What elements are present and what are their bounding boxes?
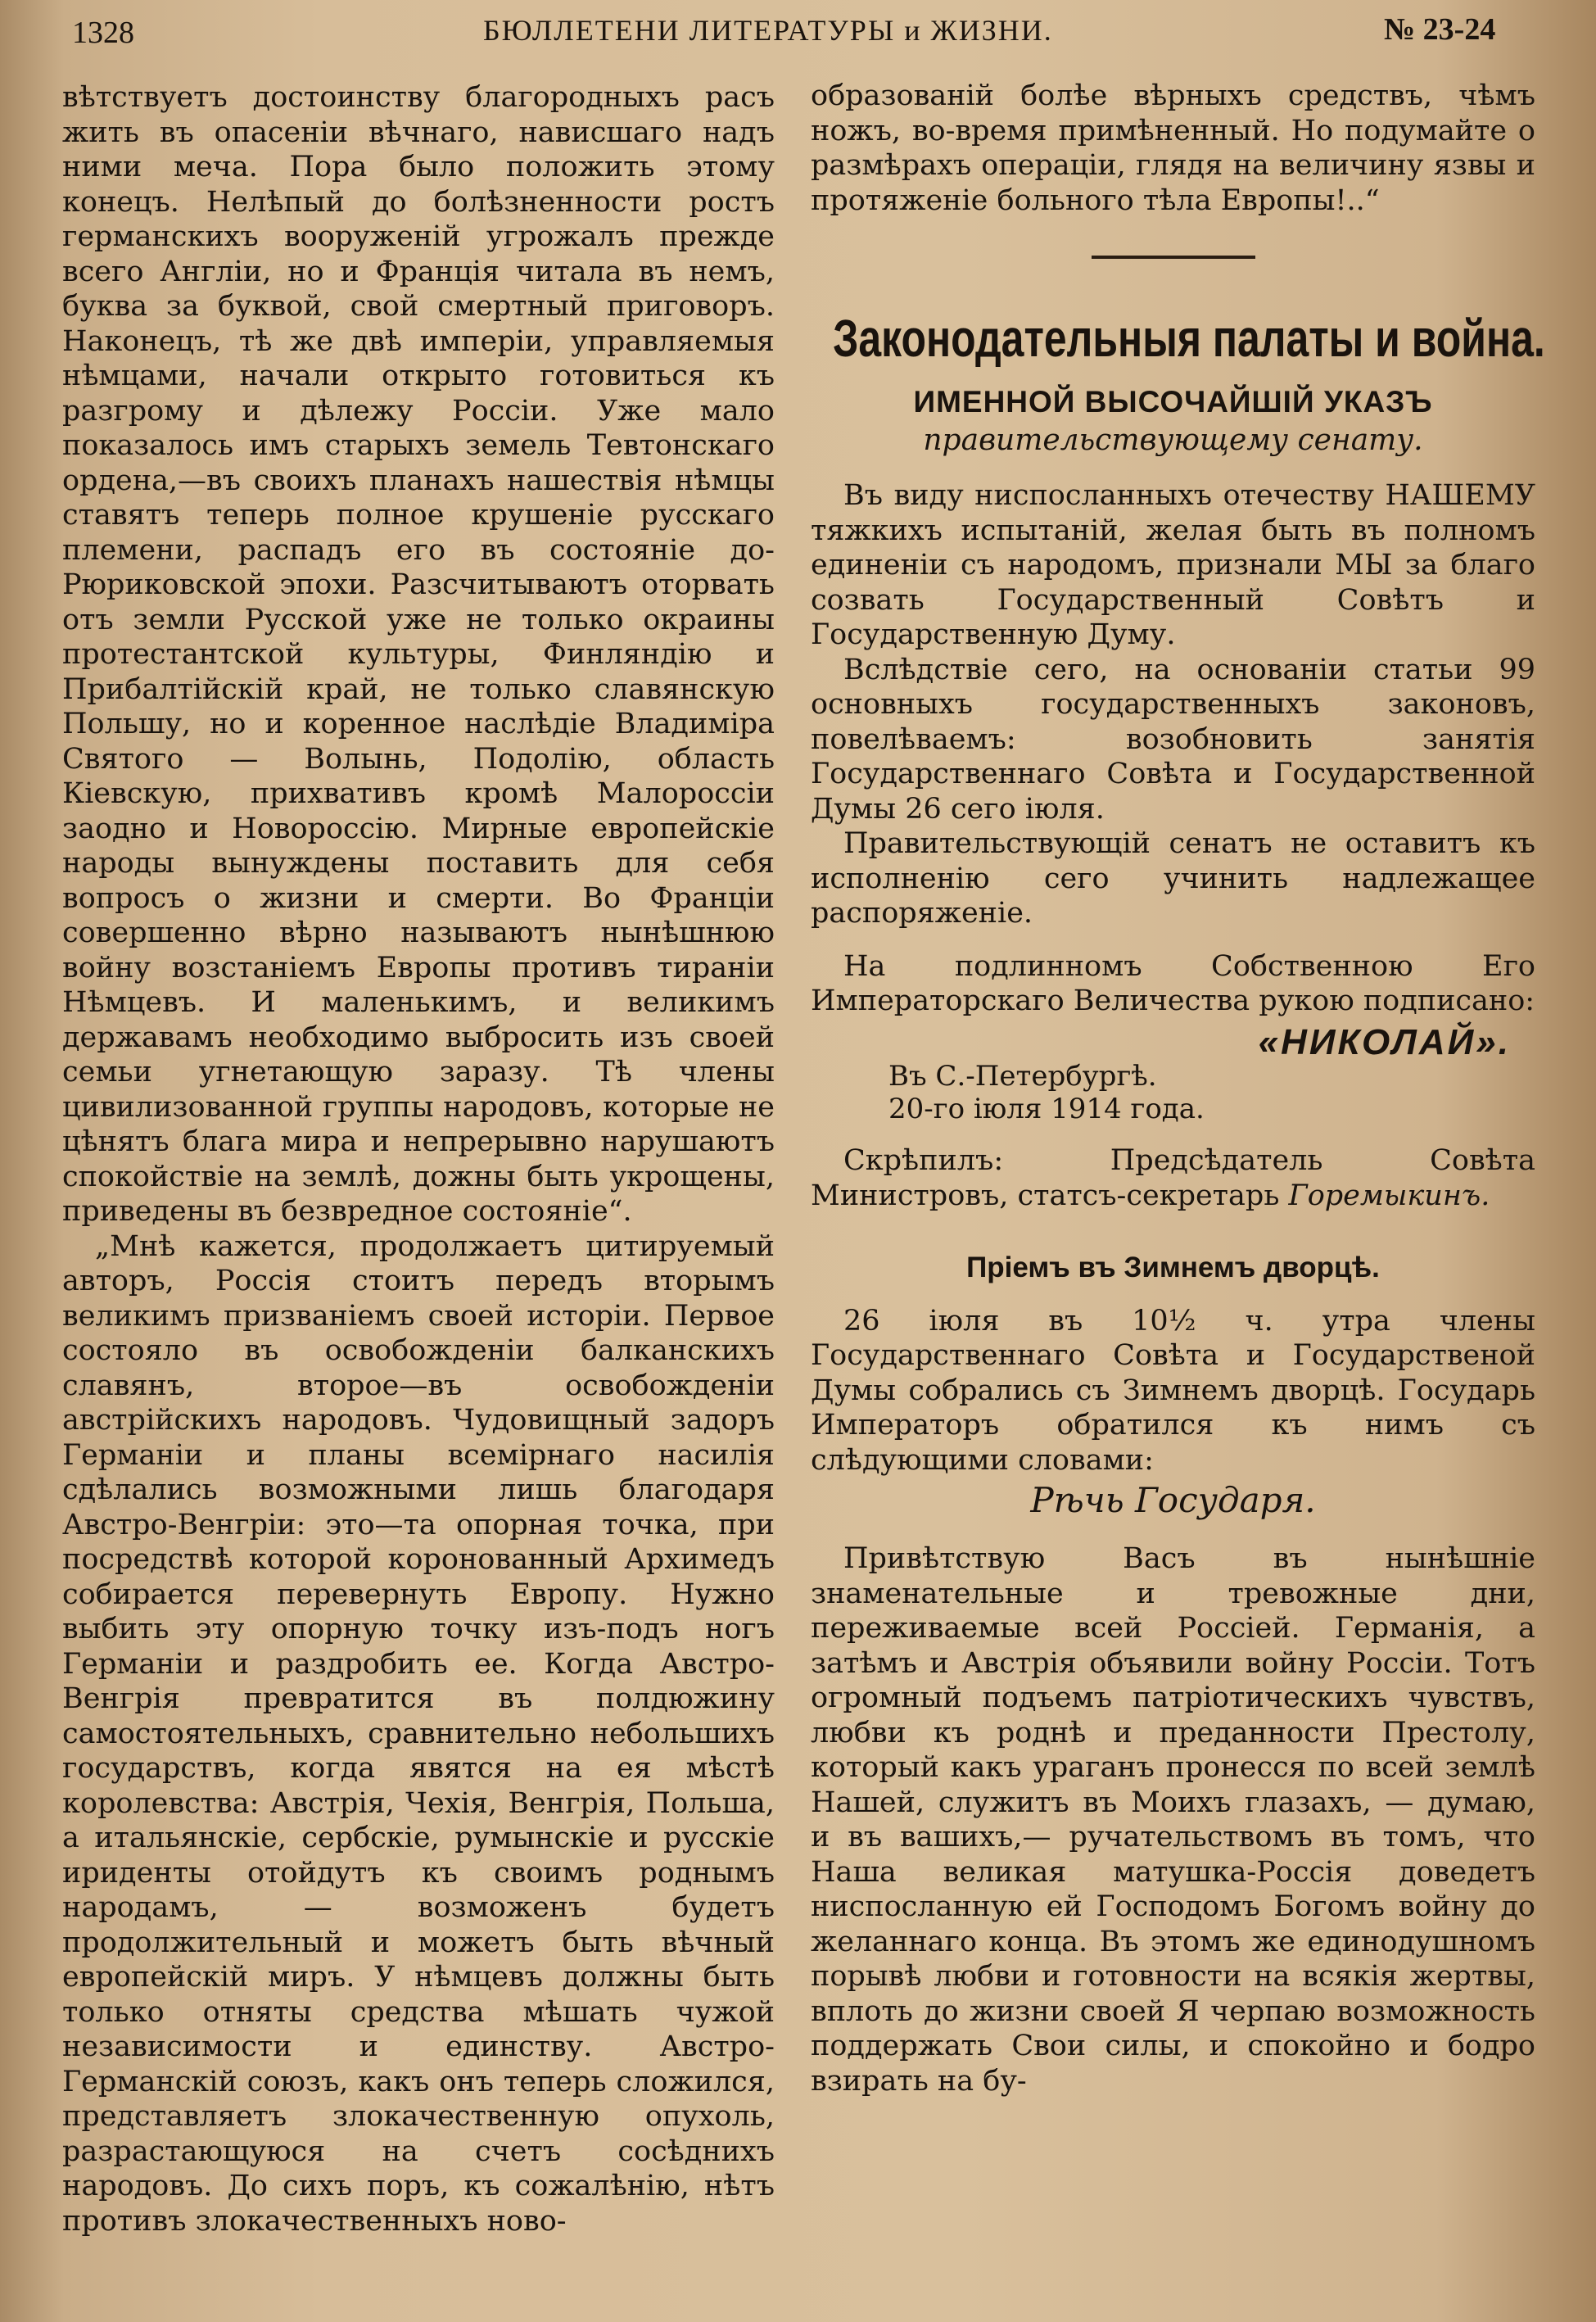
- left-paragraph-1: вѣтствуетъ достоинству благородныхъ расъ жить въ опасеніи вѣчнаго, нависшаго надъ ними меча. Пора было положить этому конецъ. Нелѣпый до болѣзненности ростъ германскихъ вооруженій угрожалъ прежде всего Англіи, но и Франція читала въ немъ, буква за буквой, свой смертный приговоръ. Наконецъ, тѣ же двѣ имперіи, управляемыя нѣмцами, начали открыто готовиться къ разгрому и дѣлежу Россіи. Уже мало показалось имъ старыхъ земель Тевтонскаго ордена,—въ своихъ планахъ нашествія нѣмцы ставятъ теперь полное крушеніе русскаго племени, распадъ его въ состояніе до-Рюриковской эпохи. Разсчитываютъ оторвать отъ земли Русской уже не только окраины протестантской культуры, Финляндію и Прибалтійскій край, не только славянскую Польшу, но и коренное наслѣдіе Владиміра Святого — Волынь, Подолію, область Кіевскую, прихвативъ кромѣ Малороссіи заодно и Новороссію. Мирные европейскіе народы вынуждены поставить для себя вопросъ о жизни и смерти. Во Франціи совершенно вѣрно называютъ нынѣшнюю войну возстаніемъ Европы противъ тираніи Нѣмцевъ. И маленькимъ, и великимъ державамъ необходимо выбросить изъ своей семьи угнетающую заразу. Тѣ члены цивилизованной группы народовъ, которые не цѣнятъ блага мира и непрерывно нарушаютъ спокойствіе на землѣ, дожны быть укрощены, приведены въ безвредное состояніе“.: [62, 81, 775, 1228]
- countersign-name: Горемыкинъ.: [1288, 1179, 1490, 1212]
- left-column: [62, 80, 775, 2238]
- right-continued-paragraph: образованій болѣе вѣрныхъ средствъ, чѣмъ ножъ, во-время примѣненный. Но подумайте о размѣрахъ операціи, глядя на величину язвы и протяженіе больного тѣла Европы!..“: [811, 79, 1535, 217]
- journal-title: БЮЛЛЕТЕНИ ЛИТЕРАТУРЫ и ЖИЗНИ.: [483, 14, 1053, 47]
- countersign: [811, 1143, 1535, 1213]
- page-header: [0, 0, 1596, 57]
- signed-note: На подлинномъ Собственною Его Императорскаго Величества рукою подписано:: [811, 949, 1535, 1017]
- page-number: 1328: [72, 16, 134, 50]
- section-title: Законодательныя палаты и война.: [833, 309, 1545, 368]
- left-paragraph-2: „Мнѣ кажется, продолжаетъ цитируемый авторъ, Россія стоитъ передъ вторымъ великимъ призваніемъ своей исторіи. Первое состояло въ освобожденіи балканскихъ славянъ, второе—въ освобожденіи австрійскихъ народовъ. Чудовищный задоръ Германіи и планы всемірнаго насилія сдѣлались возможными лишь благодаря Австро-Венгріи: это—та опорная точка, при посредствѣ которой коронованный Архимедъ собирается перевернуть Европу. Нужно выбить эту опорную точку изъ-подъ ногъ Германіи и раздробить ее. Когда Австро-Венгрія превратится въ полдюжину самостоятельныхъ, сравнительно небольшихъ государствъ, когда явятся на ея мѣстѣ королевства: Австрія, Чехія, Венгрія, Польша, а итальянскіе, сербскіе, румынскіе и русскіе ириденты отойдутъ къ своимъ роднымъ народамъ, — возможенъ будетъ продолжительный и можетъ быть вѣчный европейскій миръ. У нѣмцевъ должны быть только отняты средства мѣшать чужой независимости и единству. Австро-Германскій союзъ, какъ онъ теперь сложился, представляетъ злокачественную опухоль, разрастающуюся на счетъ сосѣднихъ народовъ. До сихъ поръ, къ сожалѣнію, нѣтъ противъ злокачественныхъ ново-: [62, 1229, 775, 2238]
- date: 20-го іюля 1914 года.: [888, 1093, 1205, 1125]
- speech-title: Рѣчь Государя.: [1030, 1480, 1316, 1520]
- decree-paragraph-3: Правительствующій сенатъ не оставитъ къ исполненію сего учинить надлежащее распоряженіе.: [811, 827, 1535, 930]
- reception-paragraph: 26 іюля въ 10½ ч. утра члены Государственнаго Совѣта и Государственой Думы собрались съ Зимнемъ дворцѣ. Государь Императоръ обратился къ нимъ съ слѣдующими словами:: [811, 1304, 1535, 1477]
- countersign-text: Скрѣпилъ: Предсѣдатель Совѣта Министровъ, статсъ-секретарь: [811, 1144, 1535, 1212]
- right-column: [811, 79, 1545, 2098]
- issue-number: № 23-24: [1384, 12, 1496, 47]
- decree-title: ИМЕННОЙ ВЫСОЧАЙШІЙ УКАЗЪ: [913, 385, 1433, 419]
- signature: «НИКОЛАЙ».: [1258, 1021, 1511, 1062]
- reception-title: Пріемъ въ Зимнемъ дворцѣ.: [966, 1252, 1380, 1283]
- place: Въ С.-Петербургѣ.: [888, 1060, 1157, 1093]
- decree-paragraph-2: Вслѣдствіе сего, на основаніи статьи 99 основныхъ государственныхъ законовъ, повелѣваемъ: возобновить занятія Государственнаго Совѣта и Государственной Думы 26 сего іюля.: [811, 653, 1535, 826]
- decree-paragraph-1: Въ виду ниспосланныхъ отечеству НАШЕМУ тяжкихъ испытаній, желая быть въ полномъ единеніи съ народомъ, признали МЫ за благо созвать Государственный Совѣтъ и Государственную Думу.: [811, 479, 1535, 651]
- speech-paragraph: Привѣтствую Васъ въ нынѣшніе знаменательные и тревожные дни, переживаемые всей Россіей. Германія, а затѣмъ и Австрія объявили войну Россіи. Тотъ огромный подъемъ патріотическихъ чувствъ, любви къ роднѣ и преданности Престолу, который какъ ураганъ пронесся по всей землѣ Нашей, служитъ въ Моихъ глазахъ, — думаю, и въ вашихъ,— ручательствомъ въ томъ, что Наша великая матушка-Россія доведетъ ниспосланную ей Господомъ Богомъ войну до желаннаго конца. Въ этомъ же единодушномъ порывѣ любви и готовности на всякія жертвы, вплоть до жизни своей Я черпаю возможность поддержать Свои силы, и спокойно и бодро взирать на бу-: [811, 1542, 1535, 2098]
- section-divider: [1092, 256, 1255, 259]
- decree-addressee: правительствующему сенату.: [923, 423, 1423, 457]
